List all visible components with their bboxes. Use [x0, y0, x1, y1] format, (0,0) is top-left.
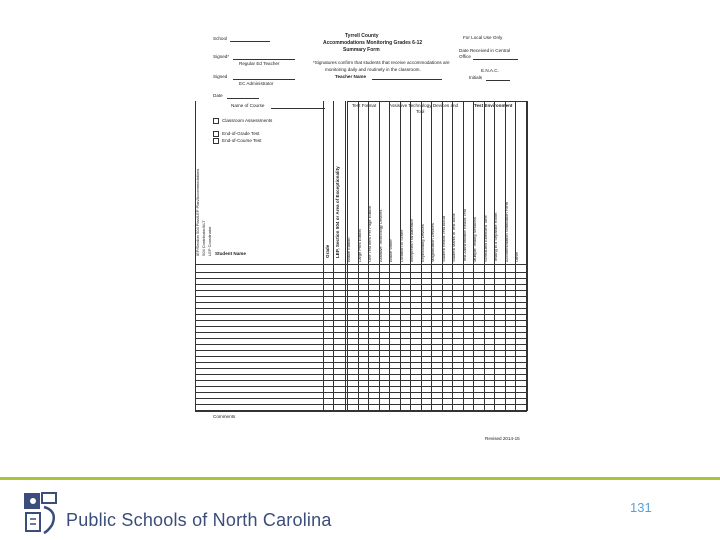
local-use-label: For Local Use Only: [463, 35, 503, 40]
column-label: Braille Edition: [346, 237, 351, 262]
column-label: Student Marks in Test Book: [451, 213, 456, 262]
grid-row-line: [195, 392, 527, 393]
option-eog: End-of-Grade Test: [222, 131, 260, 136]
course-line: [271, 108, 325, 109]
grid-column-line: [452, 101, 453, 411]
grid-column-line: [421, 101, 422, 411]
checkbox-eog[interactable]: [213, 131, 219, 137]
comments-label: Comments: [213, 414, 236, 419]
brand-name: Public Schools of North Carolina: [66, 510, 332, 530]
school-line: [230, 41, 270, 42]
column-label: Interpreter/Transliterator: [409, 219, 414, 262]
grade-header: Grade: [325, 244, 330, 258]
page-number: 131: [630, 500, 652, 515]
initials-label: Initials: [469, 75, 483, 80]
grid-column-line: [484, 101, 485, 411]
column-label: One Test Item Per Page Edition: [367, 206, 372, 262]
column-label: Scheduled Extended Time: [482, 215, 488, 262]
grid-row-line: [195, 302, 527, 303]
signed-label-1: Signed*: [213, 54, 230, 59]
column-label: Assistive Technology Devices: [377, 209, 383, 262]
option-eoc: End-of-Course Test: [222, 138, 262, 143]
left-header-3: LEP Coordinator: [207, 226, 212, 256]
grid-column-line: [463, 101, 464, 411]
accommodations-form: [195, 14, 535, 454]
school-label: School: [213, 36, 228, 41]
revised-label: Revised 2014-15: [485, 436, 520, 441]
grid-column-line: [505, 101, 506, 411]
checkbox-eoc[interactable]: [213, 138, 219, 144]
signed-line-1: [233, 59, 295, 60]
group-assistive-2: Tool: [416, 109, 425, 114]
nc-state-logo-icon: [22, 491, 64, 535]
grid-column-line: [345, 101, 346, 411]
group-header-top-line: [347, 101, 527, 102]
grid-column-line: [389, 101, 390, 411]
column-label: Multiple Testing Sessions: [472, 217, 477, 262]
date-line: [227, 98, 259, 99]
grid-row-line: [195, 278, 527, 279]
grid-right-border: [527, 101, 528, 411]
date-received-label: Date Received in Central: [459, 48, 511, 53]
initials-line: [486, 80, 510, 81]
grid-row-line: [195, 308, 527, 309]
grid-row-line: [195, 362, 527, 363]
group-assistive: Assistive Technology Devices and: [389, 103, 459, 108]
grid-header-line: [195, 264, 527, 265]
grid-row-line: [195, 338, 527, 339]
office-label: Office: [459, 54, 471, 59]
grid-column-line: [368, 101, 369, 411]
grid-left-border: [195, 174, 196, 411]
grid-column-line: [358, 101, 359, 411]
column-label: Test Administrator Reads Test: [461, 209, 467, 262]
signature-note-2: monitoring daily and routinely in the classroom.: [325, 67, 421, 72]
column-label: Testing in a Separate Room: [493, 212, 498, 262]
signed-line-2: [233, 79, 295, 80]
column-label: Keyboarding Devices: [419, 224, 425, 262]
office-line: [473, 59, 518, 60]
grid-column-line: [333, 101, 334, 411]
course-label: Name of Course: [231, 103, 265, 108]
column-label: Braille Writer: [388, 239, 393, 262]
grid-column-line: [400, 101, 401, 411]
footer-rule: [0, 477, 720, 480]
grid-bottom-line: [195, 411, 527, 412]
grid-column-line: [473, 101, 474, 411]
left-header-2: 504 Contributor/ALT: [201, 220, 206, 256]
date-label: Date: [213, 93, 223, 98]
grid-row-line: [195, 368, 527, 369]
column-label: Other: [514, 251, 519, 262]
grid-row-line: [195, 326, 527, 327]
signature-note-1: *Signatures confirm that students that receive accommodations are: [313, 60, 450, 65]
group-test-format: Test Format: [352, 103, 377, 108]
group-test-env: Test Environment: [474, 103, 513, 108]
grid-row-line: [195, 332, 527, 333]
signed-label-2: Signed: [213, 74, 228, 79]
grid-column-line: [323, 101, 324, 411]
checkbox-classroom[interactable]: [213, 118, 219, 124]
grid-row-line: [195, 374, 527, 375]
grid-column-line: [410, 101, 411, 411]
student-name-header: Student Name: [215, 251, 246, 256]
option-classroom: Classroom Assessments: [222, 118, 273, 123]
grid-row-line: [195, 272, 527, 273]
grid-column-line: [347, 101, 348, 411]
column-label: Dictation to Scribe: [398, 229, 404, 262]
grid-row-line: [195, 344, 527, 345]
grid-row-line: [195, 398, 527, 399]
grid-column-line: [431, 101, 432, 411]
left-header-1: IEP/Section 504 Plan/LEP Plan/Accommodations: [195, 168, 200, 256]
grid-column-line: [442, 101, 443, 411]
grid-row-line: [195, 404, 527, 405]
teacher-name-line: [372, 79, 442, 80]
grid-column-line: [515, 101, 516, 411]
grid-column-line: [494, 101, 495, 411]
grid-column-line: [379, 101, 380, 411]
form-title-2: Accommodations Monitoring Grades 6-12: [323, 40, 423, 46]
grid-row-line: [195, 320, 527, 321]
column-label: Accommodation Notification Form: [503, 201, 509, 262]
grid-row-line: [195, 350, 527, 351]
grid-row-line: [195, 380, 527, 381]
column-label: Magnification Devices: [430, 223, 435, 262]
grid-row-line: [195, 296, 527, 297]
grid-row-line: [195, 290, 527, 291]
form-title-3: Summary Form: [343, 47, 380, 53]
column-label: Large Print Edition: [356, 229, 362, 262]
grid-row-line: [195, 314, 527, 315]
grid-row-line: [195, 386, 527, 387]
lep-header: LEP, Section 504 or Area of Exceptionality: [335, 166, 340, 258]
teacher-name-label: Teacher Name: [335, 74, 367, 79]
grid-row-line: [195, 284, 527, 285]
signed-sub-2: EC Administrator: [239, 81, 274, 86]
initials-top-label: E.N.A.C.: [481, 68, 499, 73]
column-label: Student Reads Test Aloud: [440, 216, 446, 262]
signed-sub-1: Regular Ed Teacher: [239, 61, 280, 66]
grid-row-line: [195, 356, 527, 357]
form-title-1: Tyrrell County: [345, 33, 379, 39]
